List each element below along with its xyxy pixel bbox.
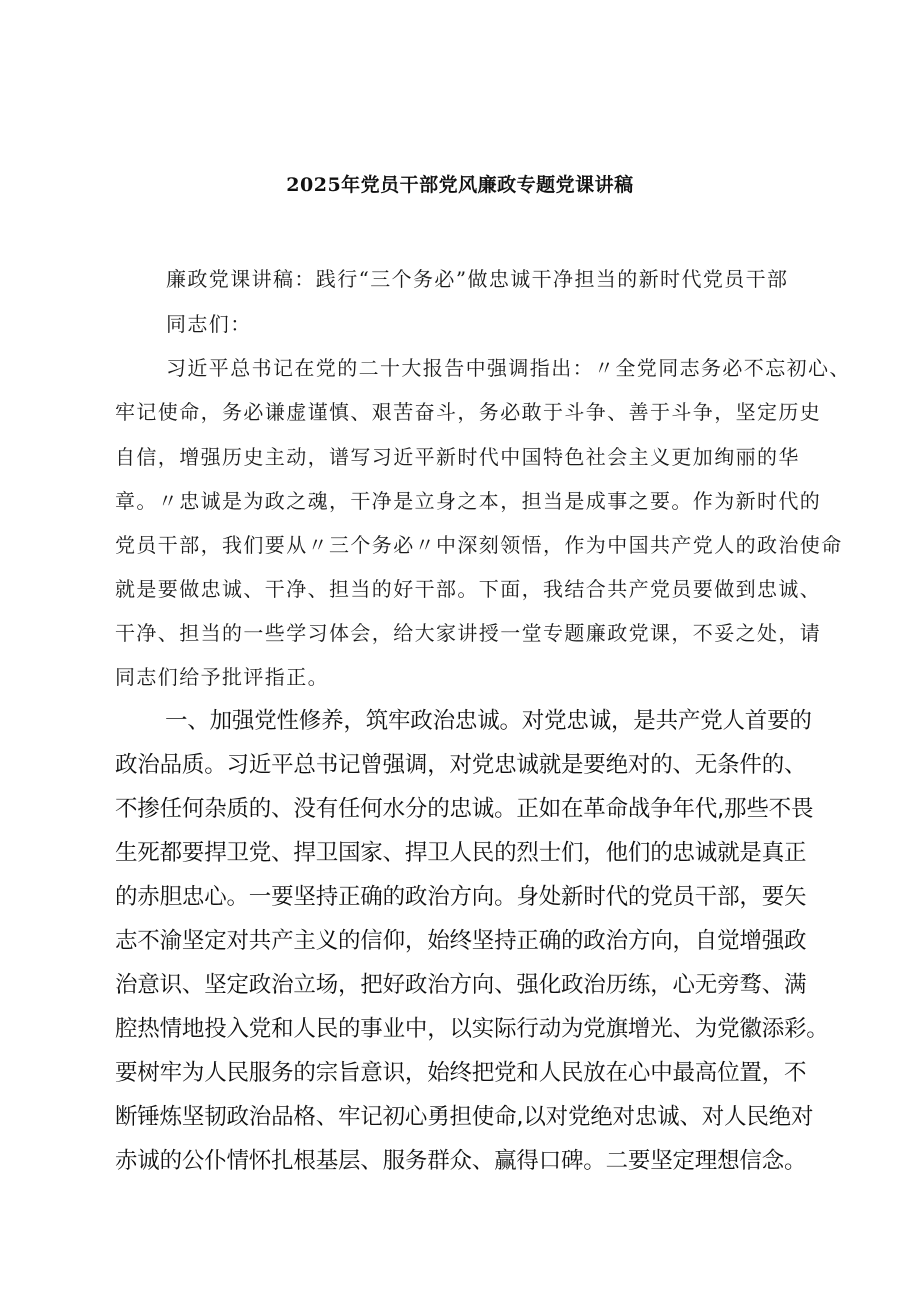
subtitle-line: 廉政党课讲稿：践行“三个务必”做忠诚干净担当的新时代党员干部 <box>166 267 789 291</box>
body-line: 一、加强党性修养，筑牢政治忠诚。对党忠诚，是共产党人首要的 <box>165 708 812 734</box>
body-line: 同志们给予批评指正。 <box>115 665 329 689</box>
body-line: 要树牢为人民服务的宗旨意识，始终把党和人民放在心中最高位置，不 <box>115 1060 807 1086</box>
body-line: 赤诚的公仆情怀扎根基层、服务群众、赢得口碑。二要坚定理想信念。 <box>115 1148 807 1174</box>
salutation-line: 同志们： <box>166 312 252 336</box>
body-line: 牢记使命，务必谦虚谨慎、艰苦奋斗，务必敢于斗争、善于斗争，坚定历史 <box>115 400 822 424</box>
body-line: 生死都要捍卫党、捍卫国家、捍卫人民的烈士们，他们的忠诚就是真正 <box>115 840 807 866</box>
body-line: 自信，增强历史主动，谱写习近平新时代中国特色社会主义更加绚丽的华 <box>115 445 800 469</box>
body-line: 干净、担当的一些学习体会，给大家讲授一堂专题廉政党课，不妥之处，请 <box>115 621 822 645</box>
document-title: 2025年党员干部党风廉政专题党课讲稿 <box>286 174 634 196</box>
body-line: 的赤胆忠心。一要坚持正确的政治方向。身处新时代的党员干部，要矢 <box>115 884 807 910</box>
body-line: 断锤炼坚韧政治品格、牢记初心勇担使命,以对党绝对忠诚、对人民绝对 <box>115 1104 814 1130</box>
body-line: 政治品质。习近平总书记曾强调，对党忠诚就是要绝对的、无条件的、 <box>115 752 807 778</box>
body-line: 志不渝坚定对共产主义的信仰，始终坚持正确的政治方向，自觉增强政 <box>115 928 807 954</box>
body-line: 党员干部，我们要从〃三个务必〃中深刻领悟，作为中国共产党人的政治使命 <box>115 533 843 557</box>
body-line: 章。〃忠诚是为政之魂，干净是立身之本，担当是成事之要。作为新时代的 <box>115 489 822 513</box>
body-line: 不掺任何杂质的、没有任何水分的忠诚。正如在革命战争年代,那些不畏 <box>115 796 814 822</box>
body-line: 腔热情地投入党和人民的事业中，以实际行动为党旗增光、为党徽添彩。 <box>115 1016 829 1042</box>
body-line: 习近平总书记在党的二十大报告中强调指出：〃全党同志务必不忘初心、 <box>166 356 851 380</box>
body-line: 治意识、坚定政治立场，把好政治方向、强化政治历练，心无旁骛、满 <box>115 972 807 998</box>
body-line: 就是要做忠诚、干净、担当的好干部。下面，我结合共产党员要做到忠诚、 <box>115 577 822 601</box>
